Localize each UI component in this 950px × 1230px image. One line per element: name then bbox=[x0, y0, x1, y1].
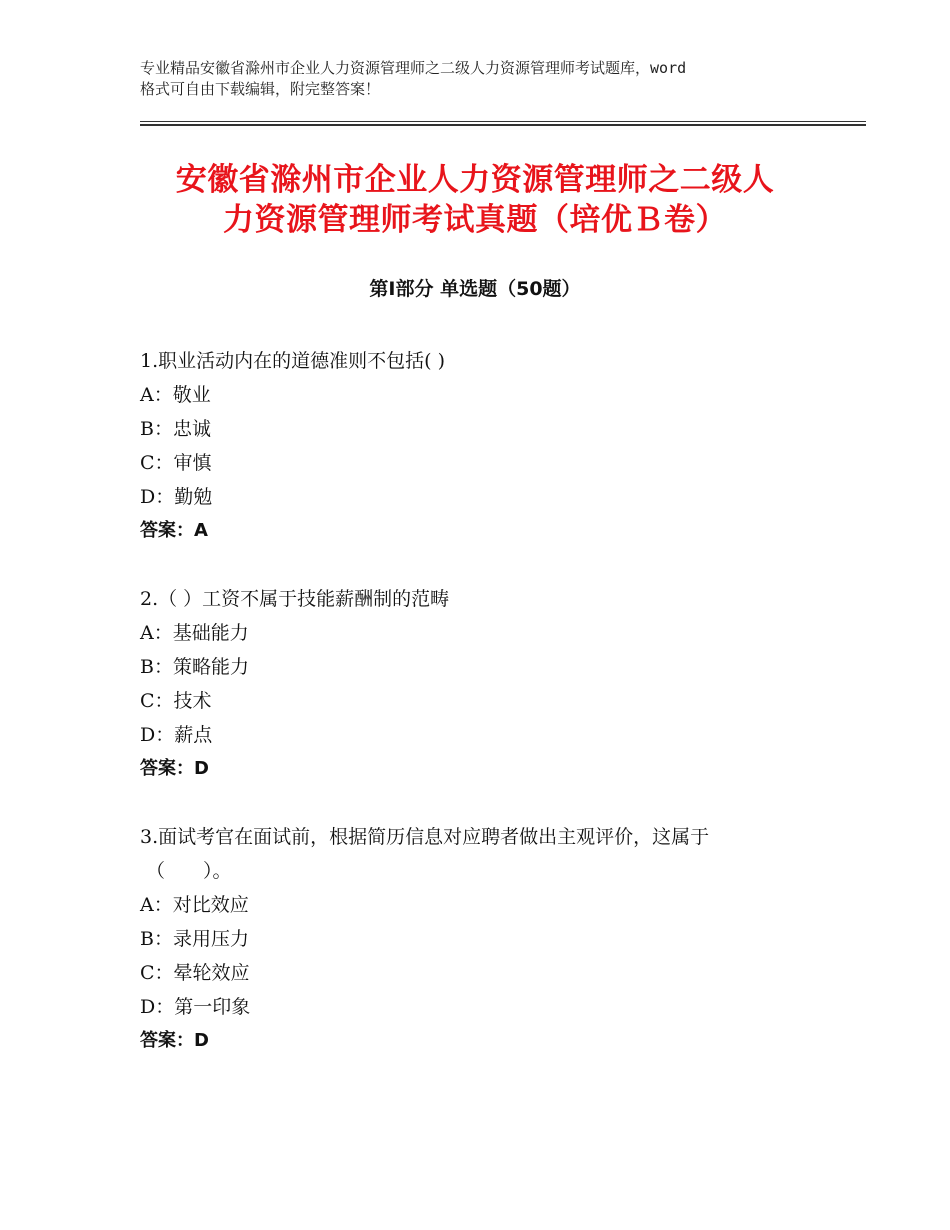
option-b: B：策略能力 bbox=[140, 656, 249, 678]
question-stem-continuation: （ ）。 bbox=[146, 860, 232, 882]
header-note-line-1: 专业精品安徽省滁州市企业人力资源管理师之二级人力资源管理师考试题库，word bbox=[140, 59, 687, 77]
option-a: A：基础能力 bbox=[140, 622, 249, 644]
answer-label: 答案：D bbox=[140, 758, 209, 779]
document-title-line-2: 力资源管理师考试真题（培优Ｂ卷） bbox=[223, 202, 727, 238]
question-stem: 2.（ ）工资不属于技能薪酬制的范畴 bbox=[140, 588, 450, 610]
question-3 bbox=[140, 820, 840, 1058]
document-title bbox=[100, 160, 850, 240]
option-a: A：对比效应 bbox=[140, 894, 249, 916]
header-note bbox=[140, 58, 840, 100]
header-note-line-2: 格式可自由下载编辑，附完整答案！ bbox=[140, 80, 381, 98]
option-c: C：晕轮效应 bbox=[140, 962, 250, 984]
question-stem: 1.职业活动内在的道德准则不包括( ) bbox=[140, 350, 445, 372]
header-divider-thin bbox=[140, 121, 866, 122]
answer-label: 答案：D bbox=[140, 1030, 209, 1051]
option-c: C：审慎 bbox=[140, 452, 212, 474]
option-c: C：技术 bbox=[140, 690, 212, 712]
option-d: D：薪点 bbox=[140, 724, 213, 746]
option-a: A：敬业 bbox=[140, 384, 211, 406]
question-list bbox=[140, 344, 840, 1092]
option-b: B：忠诚 bbox=[140, 418, 211, 440]
section-heading: 第Ⅰ部分 单选题（50题） bbox=[369, 278, 581, 300]
answer-label: 答案：A bbox=[140, 520, 208, 541]
question-2 bbox=[140, 582, 840, 786]
option-d: D：第一印象 bbox=[140, 996, 251, 1018]
question-stem: 3.面试考官在面试前，根据简历信息对应聘者做出主观评价，这属于 bbox=[140, 826, 710, 848]
option-d: D：勤勉 bbox=[140, 486, 213, 508]
document-title-line-1: 安徽省滁州市企业人力资源管理师之二级人 bbox=[175, 162, 775, 198]
option-b: B：录用压力 bbox=[140, 928, 249, 950]
header-divider-thick bbox=[140, 124, 866, 126]
question-1 bbox=[140, 344, 840, 548]
